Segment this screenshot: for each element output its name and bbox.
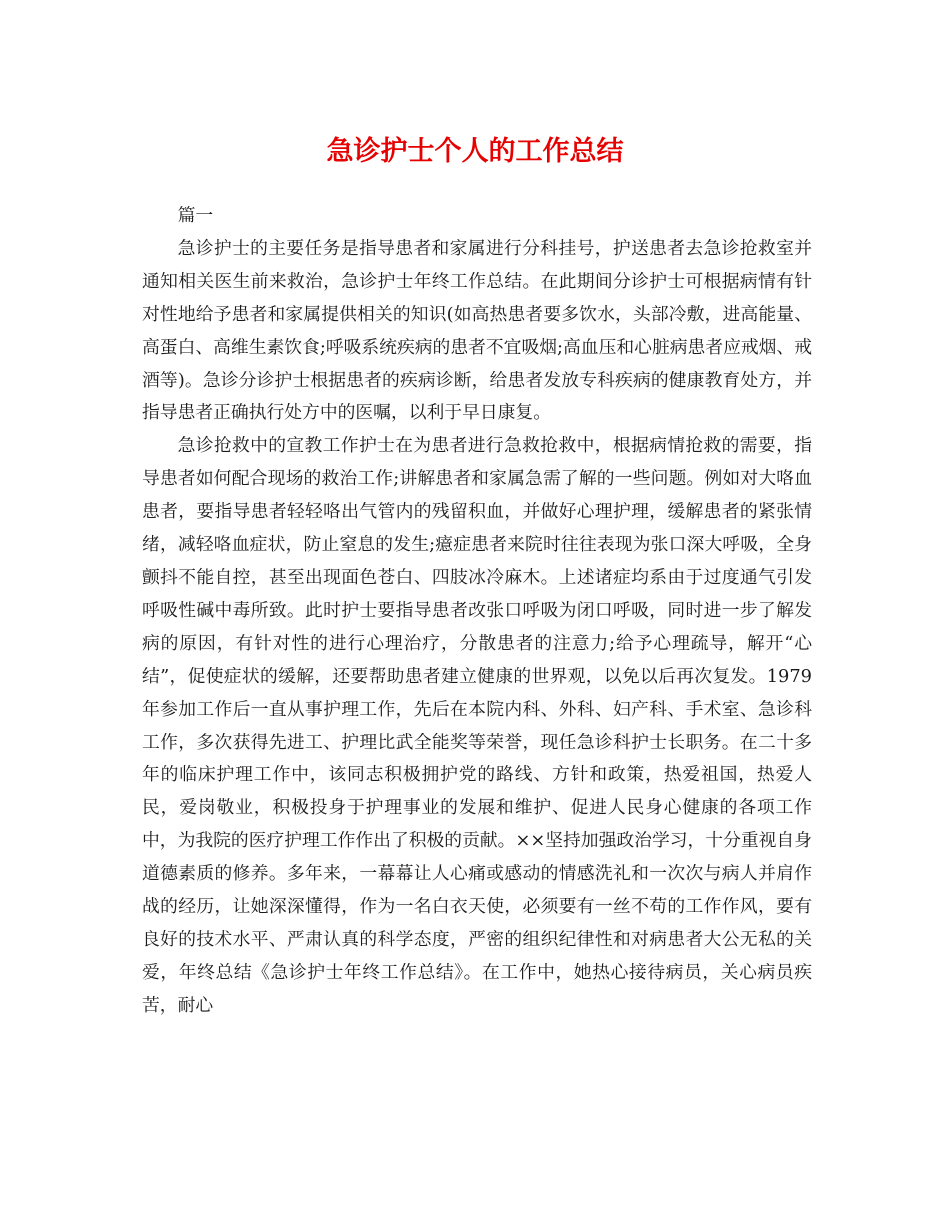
section-label: 篇一 <box>177 205 214 226</box>
paragraph: 急诊抢救中的宣教工作护士在为患者进行急救抢救中，根据病情抢救的需要，指导患者如何配合现场的救治工作;讲解患者和家属急需了解的一些问题。例如对大咯血患者，要指导患者轻轻咯出气管内的残留积血，并做好心理护理，缓解患者的紧张情绪，减轻咯血症状，防止窒息的发生;癔症患者来院时往往表现为张口深大呼吸，全身颤抖不能自控，甚至出现面色苍白、四肢冰冷麻木。上述诸症均系由于过度通气引发呼吸性碱中毒所致。此时护士要指导患者改张口呼吸为闭口呼吸，同时进一步了解发病的原因，有针对性的进行心理治疗，分散患者的注意力;给予心理疏导，解开“心结”，促使症状的缓解，还要帮助患者建立健康的世界观，以免以后再次复发。1979年参加工作后一直从事护理工作，先后在本院内科、外科、妇产科、手术室、急诊科工作，多次获得先进工、护理比武全能奖等荣誉，现任急诊科护士长职务。在二十多年的临床护理工作中，该同志积极拥护党的路线、方针和政策，热爱祖国，热爱人民，爱岗敬业，积极投身于护理事业的发展和维护、促进人民身心健康的各项工作中，为我院的医疗护理工作作出了积极的贡献。××坚持加强政治学习，十分重视自身道德素质的修养。多年来，一幕幕让人心痛或感动的情感洗礼和一次次与病人并肩作战的经历，让她深深懂得，作为一名白衣天使，必须要有一丝不苟的工作作风，要有良好的技术水平、严肃认真的科学态度，严密的组织纪律性和对病患者大公无私的关爱，年终总结《急诊护士年终工作总结》。在工作中，她热心接待病员，关心病员疾苦，耐心 <box>142 435 812 1016</box>
paragraph: 急诊护士的主要任务是指导患者和家属进行分科挂号，护送患者去急诊抢救室并通知相关医生前来救治，急诊护士年终工作总结。在此期间分诊护士可根据病情有针对性地给予患者和家属提供相关的知识(如高热患者要多饮水，头部冷敷，进高能量、高蛋白、高维生素饮食;呼吸系统疾病的患者不宜吸烟;高血压和心脏病患者应戒烟、戒酒等)。急诊分诊护士根据患者的疾病诊断，给患者发放专科疾病的健康教育处方，并指导患者正确执行处方中的医嘱，以利于早日康复。 <box>142 237 812 424</box>
document-title: 急诊护士个人的工作总结 <box>326 136 624 167</box>
document-body <box>142 200 812 1023</box>
